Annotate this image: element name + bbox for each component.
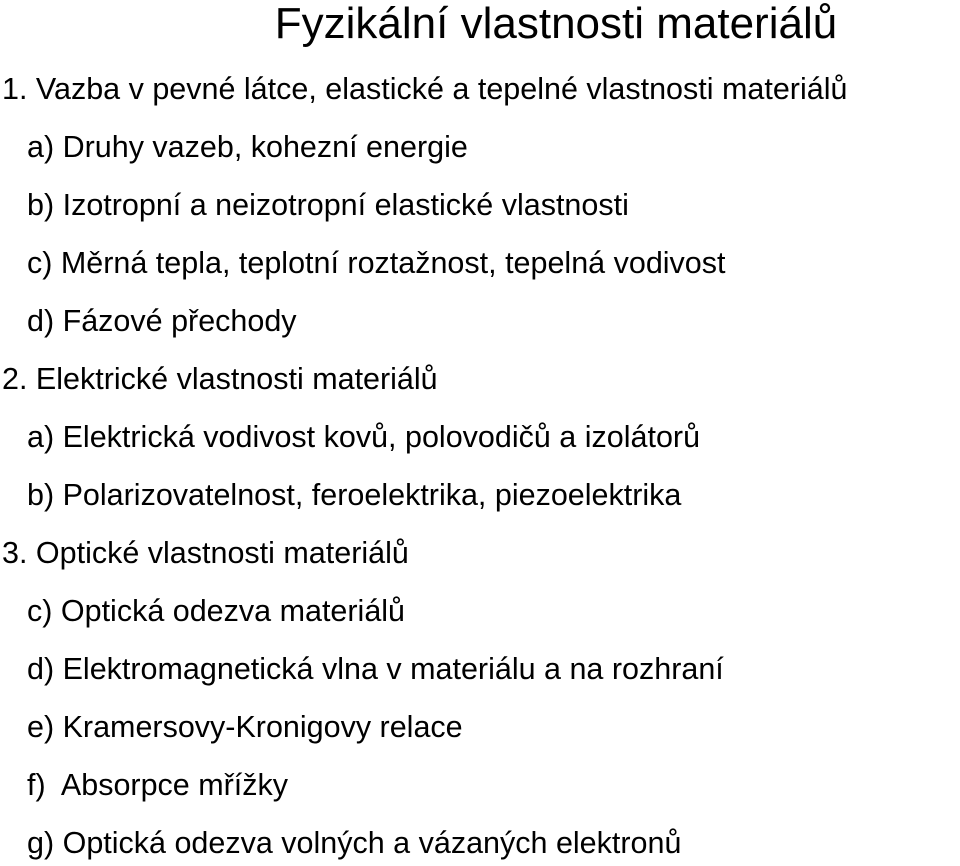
section-heading-1: 1. Vazba v pevné látce, elastické a tepelné vlastnosti materiálů	[2, 72, 848, 106]
list-item: d) Elektromagnetická vlna v materiálu a na rozhraní	[27, 652, 724, 686]
list-item: b) Polarizovatelnost, feroelektrika, piezoelektrika	[27, 478, 682, 512]
list-item: f) Absorpce mřížky	[27, 768, 289, 802]
list-item: a) Druhy vazeb, kohezní energie	[27, 130, 468, 164]
list-item: d) Fázové přechody	[27, 304, 297, 338]
page-title: Fyzikální vlastnosti materiálů	[274, 0, 838, 48]
list-item: g) Optická odezva volných a vázaných elektronů	[27, 826, 682, 860]
list-item: c) Měrná tepla, teplotní roztažnost, tepelná vodivost	[27, 246, 726, 280]
list-item: b) Izotropní a neizotropní elastické vlastnosti	[27, 188, 629, 222]
section-heading-3: 3. Optické vlastnosti materiálů	[2, 536, 409, 570]
list-item: a) Elektrická vodivost kovů, polovodičů a izolátorů	[27, 420, 701, 454]
section-heading-2: 2. Elektrické vlastnosti materiálů	[2, 362, 438, 396]
list-item: c) Optická odezva materiálů	[27, 594, 406, 628]
list-item: e) Kramersovy-Kronigovy relace	[27, 710, 463, 744]
